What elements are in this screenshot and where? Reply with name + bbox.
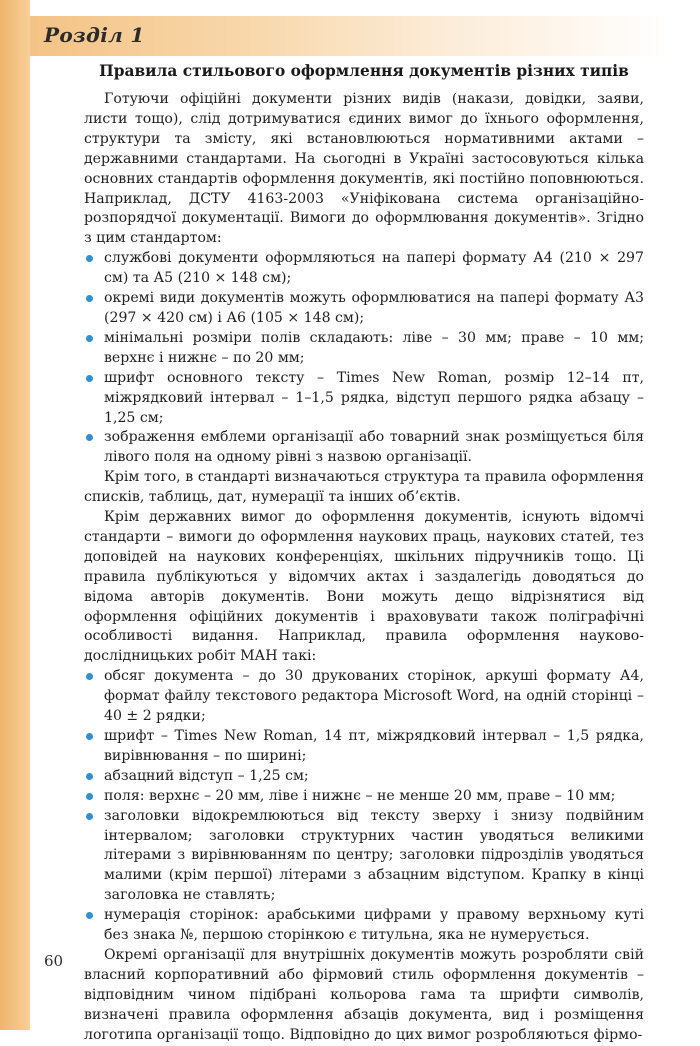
bullet-icon [86, 773, 93, 780]
paragraph-structure-rules: Крім того, в стандарті визначаються структура та правила оформлення списків, таблиць, дат, нумерації та інших об’єктів. [84, 469, 644, 506]
bullet-icon [86, 813, 93, 820]
intro-paragraph: Готуючи офіційні документи різних видів (накази, довідки, заяви, листи тощо), слід дотримуватися єдиних вимог до їхнього оформлення, структури та змісту, які встановлюються нормативними актами – державними стандартами. На сьогодні в Україні застосовуються кілька основних стандартів оформлення документів, які постійно поповнюються. Наприклад, ДСТУ 4163-2003 «Уніфікована система організаційно-розпорядчої документації. Вимоги до оформлювання документів». Згідно з цим стандартом: [84, 91, 644, 247]
bullet-icon [86, 912, 93, 919]
list-item-text: поля: верхнє – 20 мм, ліве і нижнє – не менше 20 мм, праве – 10 мм; [104, 787, 616, 804]
list-item [84, 428, 644, 468]
list-item [84, 289, 644, 329]
list-item-text: заголовки відокремлюються від тексту зверху і знизу подвійним інтервалом; заголовки структурних частин уводяться великими літерами з вирівнюванням по центру; заголовки підрозділів уводяться малими (крім першої) літерами з абзацним відступом. Крапку в кінці заголовка не ставлять; [104, 807, 644, 904]
bullet-icon [86, 733, 93, 740]
standard-requirements-list [84, 249, 644, 468]
list-item-text: шрифт – Times New Roman, 14 пт, міжрядковий інтервал – 1,5 рядка, вирівнювання – по ширині; [104, 728, 644, 764]
bullet-icon [86, 793, 93, 800]
page-number: 60 [44, 952, 64, 970]
paragraph-departmental-standards: Крім державних вимог до оформлення документів, існують відомчі стандарти – вимоги до оформлення наукових праць, наукових статей, тез доповідей на наукових конференціях, шкільних підручників тощо. Ці правила публікуються у відомчих актах і заздалегідь доводяться до відома авторів документів. Вони можуть дещо відрізнятися від оформлення офіційних документів і враховувати також поліграфічні особливості видання. Наприклад, правила оформлення науково-дослідницьких робіт МАН такі: [84, 509, 644, 665]
list-item [84, 329, 644, 369]
list-item-text: обсяг документа – до 30 друкованих сторінок, аркуші формату А4, формат файлу текстового редактора Microsoft Word, на одній сторінці – 40 ± 2 рядки; [104, 668, 644, 725]
bullet-icon [86, 673, 93, 680]
list-item-text: шрифт основного тексту – Times New Roman, розмір 12–14 пт, міжрядковий інтервал – 1–1,5 рядка, відступ першого рядка абзацу – 1,25 см; [104, 369, 644, 426]
section-label: Розділ 1 [44, 23, 145, 47]
list-item [84, 369, 644, 429]
list-item [84, 807, 644, 907]
list-item [84, 727, 644, 767]
list-item [84, 767, 644, 787]
bullet-icon [86, 295, 93, 302]
list-item-text: мінімальні розміри полів складають: ліве – 30 мм; праве – 10 мм; верхнє і нижнє – по 20 мм; [104, 329, 644, 366]
list-item [84, 249, 644, 289]
list-item-text: нумерація сторінок: арабськими цифрами у правому верхньому куті без знака №, першою сторінкою є титульна, яка не нумерується. [104, 907, 644, 944]
bullet-icon [86, 255, 93, 262]
page-content [84, 60, 644, 1046]
list-item-text: службові документи оформляються на папері формату А4 (210 × 297 см) та А5 (210 × 148 см); [104, 250, 644, 287]
bullet-icon [86, 434, 93, 441]
section-title: Правила стильового оформлення документів різних типів [99, 62, 629, 80]
bullet-icon [86, 375, 93, 382]
paragraph-corporate-style: Окремі організації для внутрішніх документів можуть розробляти свій власний корпоративний або фірмовий стиль оформлення документів – відповідним чином підібрані кольорова гама та шрифти символів, визначені правила оформлення абзаців документа, вид і розміщення логотипа організації тощо. Відповідно до цих вимог розробляються фірмо- [84, 946, 644, 1043]
bullet-icon [86, 335, 93, 342]
left-decorative-strip [0, 0, 30, 1030]
list-item-text: окремі види документів можуть оформлюватися на папері формату А3 (297 × 420 см) і А6 (105 × 148 см); [104, 290, 644, 326]
list-item [84, 787, 644, 807]
list-item [84, 906, 644, 946]
list-item-text: абзацний відступ – 1,25 см; [104, 767, 309, 784]
list-item [84, 667, 644, 727]
list-item-text: зображення емблеми організації або товарний знак розміщується біля лівого поля на одному рівні з назвою організації. [104, 429, 644, 466]
man-requirements-list [84, 667, 644, 946]
